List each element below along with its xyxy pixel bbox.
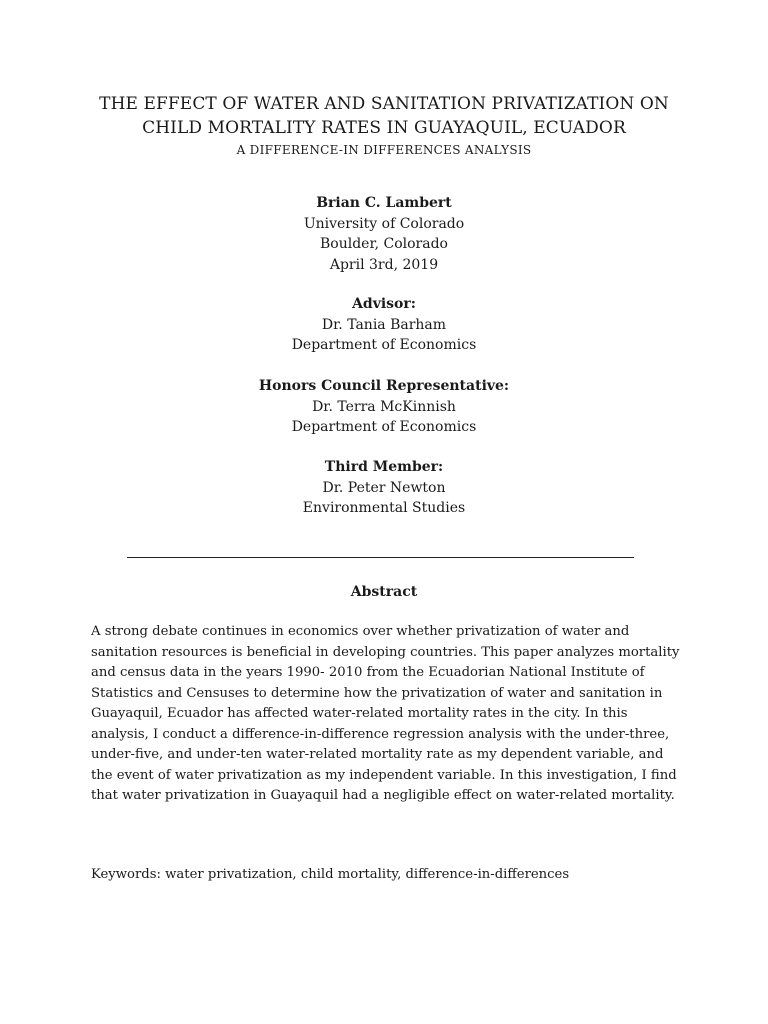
keywords-line: Keywords: water privatization, child mortality, difference-in-differences xyxy=(91,867,570,882)
abstract-line: analysis, I conduct a difference-in-difference regression analysis with the under-three, xyxy=(91,726,670,742)
honors-name: Dr. Terra McKinnish xyxy=(312,398,456,415)
abstract-line: Statistics and Censuses to determine how the privatization of water and sanitation in xyxy=(91,685,663,701)
advisor-heading: Advisor: xyxy=(352,296,416,312)
author-location: Boulder, Colorado xyxy=(320,236,448,252)
honors-representative-block xyxy=(40,376,728,438)
third-member-block xyxy=(40,457,728,519)
horizontal-divider xyxy=(127,557,634,558)
abstract-line: that water privatization in Guayaquil had a negligible effect on water-related mortality. xyxy=(91,788,675,803)
advisor-department: Department of Economics xyxy=(291,337,477,353)
honors-heading: Honors Council Representative: xyxy=(258,378,510,394)
author-date: April 3rd, 2019 xyxy=(329,256,439,273)
abstract-body xyxy=(91,622,681,807)
abstract-line: Guayaquil, Ecuador has affected water-related mortality rates in the city. In this xyxy=(91,706,628,721)
third-member-heading: Third Member: xyxy=(324,459,444,475)
advisor-block xyxy=(40,294,728,356)
third-member-name: Dr. Peter Newton xyxy=(322,479,446,496)
abstract-line: and census data in the years 1990- 2010 from the Ecuadorian National Institute of xyxy=(91,665,645,680)
paper-title-line-1: THE EFFECT OF WATER AND SANITATION PRIVATIZATION ON xyxy=(99,94,669,114)
author-name: Brian C. Lambert xyxy=(316,195,452,211)
abstract-line: the event of water privatization as my independent variable. In this investigation, I find xyxy=(91,767,677,783)
abstract-line: A strong debate continues in economics over whether privatization of water and xyxy=(91,624,630,639)
abstract-line: sanitation resources is beneficial in developing countries. This paper analyzes mortality xyxy=(91,644,680,660)
author-block xyxy=(40,193,728,275)
advisor-name: Dr. Tania Barham xyxy=(321,316,447,333)
paper-title xyxy=(40,92,728,140)
abstract-heading: Abstract xyxy=(350,584,418,600)
third-member-department: Environmental Studies xyxy=(302,500,466,516)
abstract-line: under-five, and under-ten water-related mortality rate as my dependent variable, and xyxy=(91,747,664,762)
honors-department: Department of Economics xyxy=(291,419,477,435)
paper-title-line-2: CHILD MORTALITY RATES IN GUAYAQUIL, ECUADOR xyxy=(142,118,626,138)
paper-subtitle: A DIFFERENCE-IN DIFFERENCES ANALYSIS xyxy=(236,143,532,157)
author-affiliation: University of Colorado xyxy=(303,215,465,232)
